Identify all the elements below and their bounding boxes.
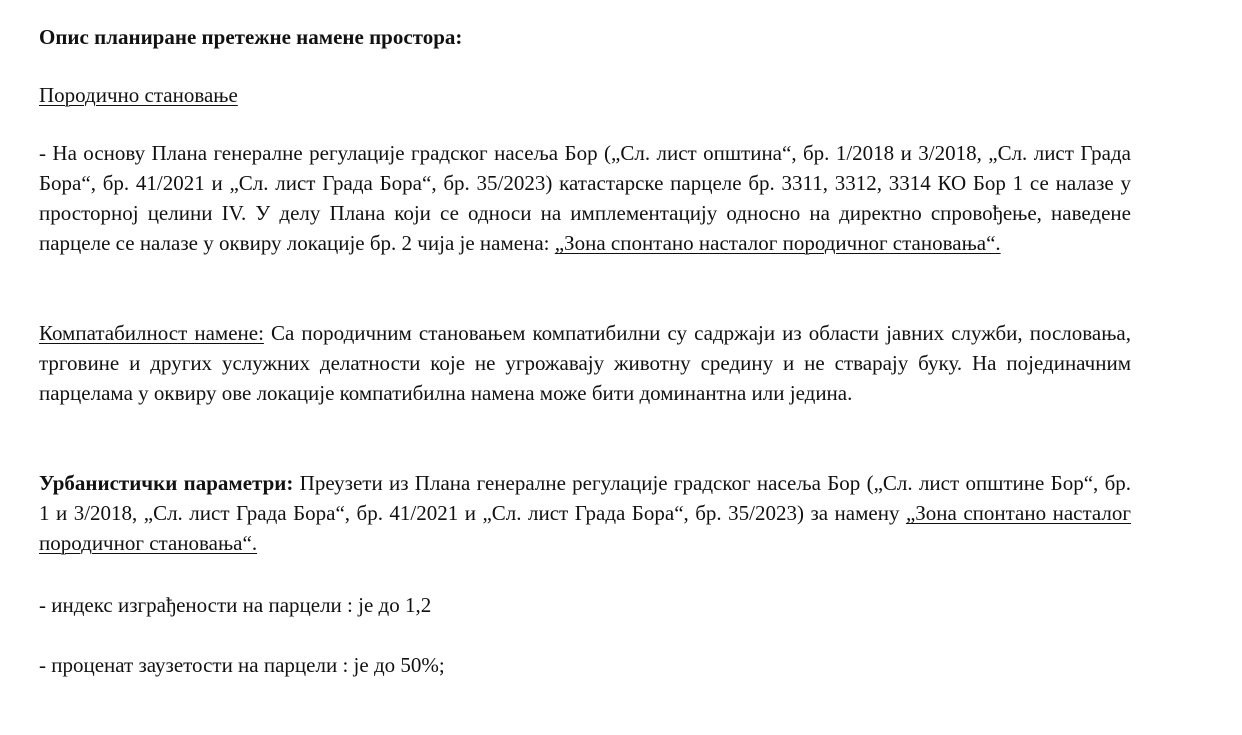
paragraph-text: - На основу Плана генералне регулације градског насеља Бор („Сл. лист општина“, бр. 1/2018 и 3/2018, „Сл. лист Града Бора“, бр. 41/2021 и „Сл. лист Града Бора“, бр. 35/2023) катастарске парцеле бр. 3311, 3312, 3314 КО Бор 1 се налазе у просторној целини IV. У делу Плана који се односи на имплементацију односно на директно спровођење, наведене парцеле се налазе у оквиру локације бр. 2 чија је намена: — [39, 141, 1131, 255]
zone-name-underlined: „Зона спонтано насталог породичног становања“. — [554, 231, 1001, 255]
param-occupancy-percentage: - проценат заузетости на парцели : је до 50%; — [39, 653, 445, 677]
subheading-text: Породично становање — [39, 83, 238, 107]
urban-parameters-label: Урбанистички параметри: — [39, 471, 294, 495]
param-building-index: - индекс изграђености на парцели : је до 1,2 — [39, 593, 432, 617]
urban-parameters-text: Преузети из Плана генералне регулације градског насеља Бор („Сл. лист општине Бор“, бр. 1 и 3/2018, „Сл. лист Града Бора“, бр. 41/2021 и „Сл. лист Града Бора“, бр. 35/2023) за намену — [39, 471, 1131, 525]
compatibility-label: Компатабилност намене: — [39, 321, 264, 345]
paragraph-urban-parameters — [39, 468, 1131, 558]
document-heading: Опис планиране претежне намене простора: — [39, 25, 463, 49]
compatibility-text: Са породичним становањем компатибилни су садржаји из области јавних служби, пословања, трговине и других услужних делатности које не угрожавају животну средину и не стварају буку. На појединачним парцелама у оквиру ове локације компатибилна намена може бити доминантна или једина. — [39, 321, 1131, 405]
paragraph-compatibility — [39, 318, 1131, 408]
zone-name-underlined: „Зона спонтано насталог породичног становања“. — [39, 501, 1131, 555]
paragraph-plan-basis — [39, 138, 1131, 258]
subheading — [39, 80, 1131, 110]
